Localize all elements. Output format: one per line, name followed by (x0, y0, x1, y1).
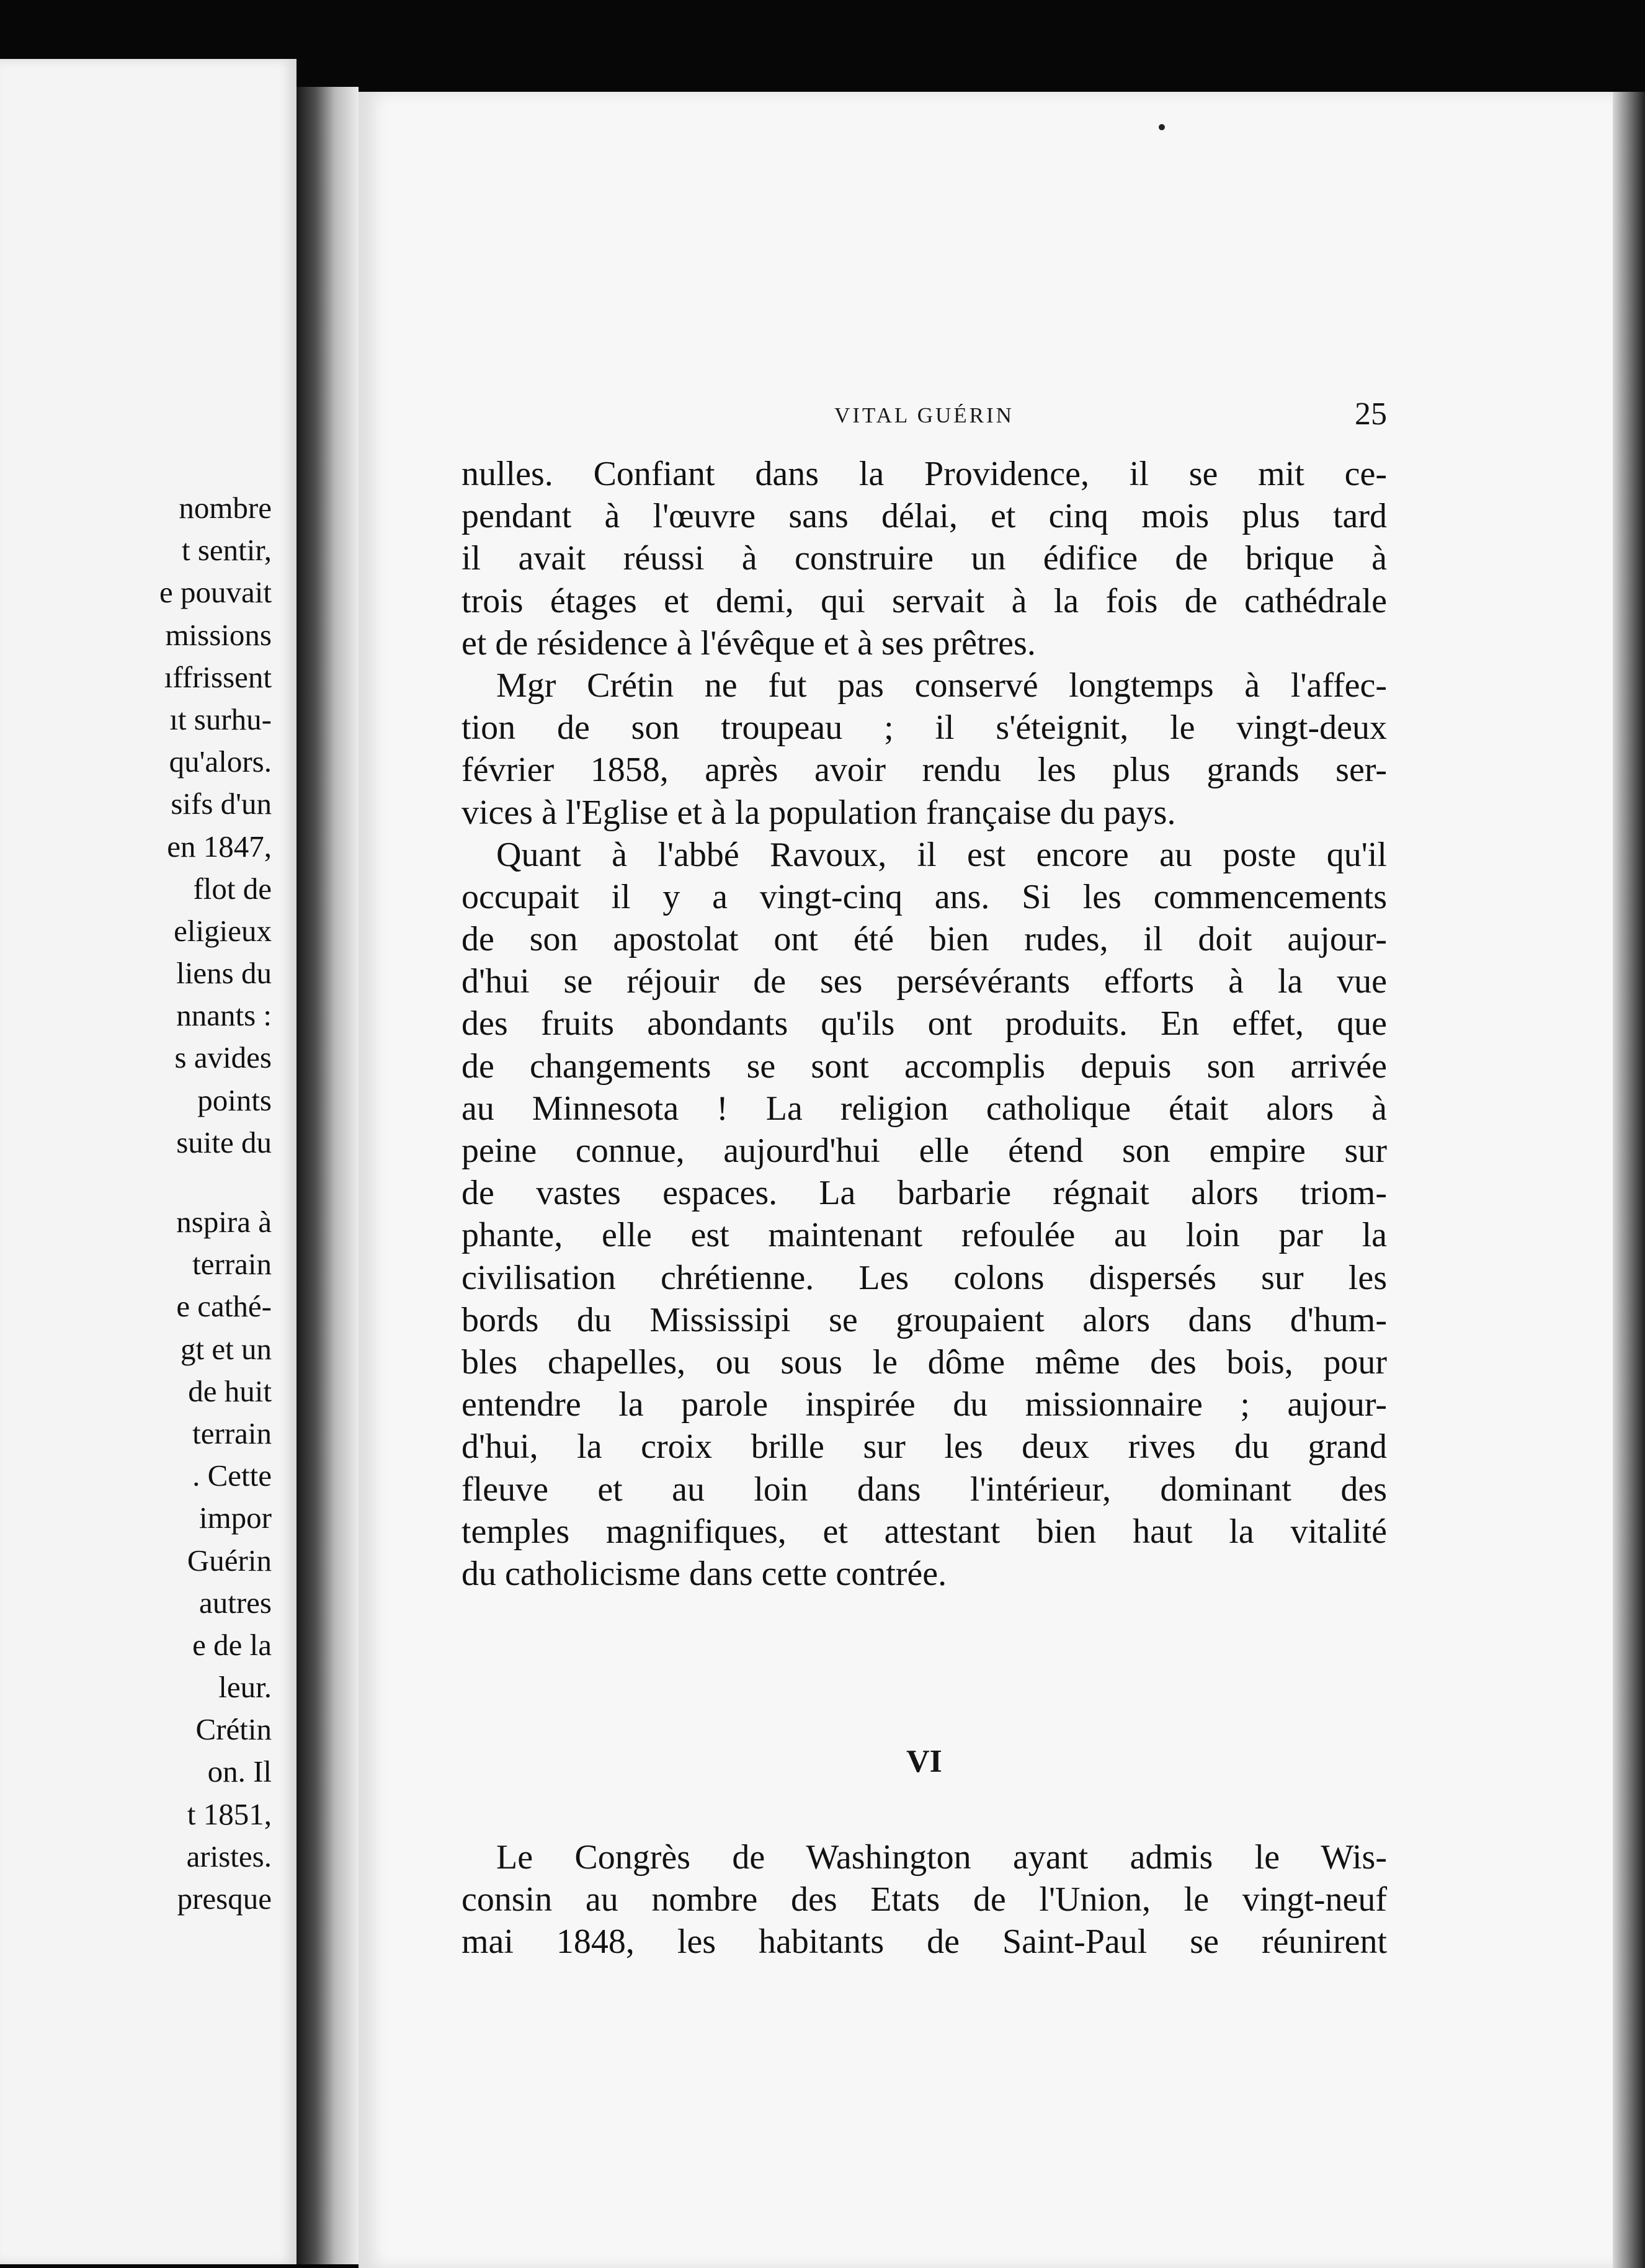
text-line: . Cette (192, 1458, 272, 1493)
text-line: t 1851, (187, 1797, 272, 1831)
text-line: du catholicisme dans cette contrée. (461, 1554, 947, 1593)
text-line: suite du (176, 1125, 272, 1159)
text-line: Crétin (195, 1712, 272, 1747)
text-line: de son apostolat ont été bien rudes, il doit aujour- (461, 920, 1387, 959)
right-page (359, 92, 1613, 2268)
text-line: il avait réussi à construire un édifice de brique à (461, 539, 1387, 578)
text-line: février 1858, après avoir rendu les plus grands ser- (461, 751, 1387, 790)
book-spine (296, 87, 359, 2264)
text-line: s avides (174, 1040, 272, 1075)
text-line: des fruits abondants qu'ils ont produits. En effet, que (461, 1004, 1387, 1043)
text-line: gt et un (181, 1331, 272, 1366)
text-line: autres (199, 1585, 272, 1620)
running-head (461, 396, 1387, 439)
text-line: tion de son troupeau ; il s'éteignit, le vingt-deux (461, 708, 1387, 748)
text-line: sifs d'un (171, 787, 272, 821)
text-line: occupait il y a vingt-cinq ans. Si les commencements (461, 877, 1387, 916)
text-line: missions (165, 617, 272, 652)
text-line: mai 1848, les habitants de Saint-Paul se réunirent (461, 1922, 1387, 1962)
text-line: phante, elle est maintenant refoulée au loin par la (461, 1216, 1387, 1255)
left-page (0, 59, 296, 2264)
paragraph-gap (0, 1164, 272, 1201)
text-line: qu'alors. (169, 744, 272, 779)
text-line: terrain (192, 1416, 272, 1450)
text-line: et de résidence à l'évêque et à ses prêtres. (461, 623, 1036, 663)
text-line: bords du Mississipi se groupaient alors dans d'hum- (461, 1300, 1387, 1339)
text-line: impor (198, 1501, 272, 1535)
text-line: aristes. (186, 1839, 272, 1873)
text-line: pendant à l'œuvre sans délai, et cinq mois plus tard (461, 497, 1387, 536)
text-line: d'hui se réjouir de ses persévérants efforts à la vue (461, 962, 1387, 1001)
text-line: nulles. Confiant dans la Providence, il se mit ce- (461, 455, 1387, 493)
text-line: en 1847, (167, 829, 272, 864)
text-line: points (197, 1083, 272, 1117)
text-line: bles chapelles, ou sous le dôme même des bois, pour (461, 1342, 1387, 1382)
text-line: nombre (179, 491, 272, 525)
text-line: Quant à l'abbé Ravoux, il est encore au poste qu'il (496, 835, 1387, 874)
text-line: peine connue, aujourd'hui elle étend son empire sur (461, 1132, 1387, 1170)
text-line: de vastes espaces. La barbarie régnait alors triom- (461, 1174, 1387, 1213)
ink-speck (1159, 124, 1165, 130)
section-text (461, 1836, 1387, 1963)
text-line: ıt surhu- (169, 702, 272, 736)
text-line: flot de (193, 871, 272, 906)
text-line: on. Il (207, 1754, 272, 1789)
text-line: temples magnifiques, et attestant bien haut la vitalité (461, 1512, 1387, 1551)
page-edge (1613, 92, 1645, 2268)
text-line: de huit (188, 1373, 272, 1408)
body-text (461, 453, 1387, 1595)
text-line: leur. (218, 1670, 272, 1705)
text-line: Guérin (187, 1543, 272, 1578)
text-line: de changements se sont accomplis depuis son arrivée (461, 1047, 1387, 1086)
text-line: consin au nombre des Etats de l'Union, le vingt-neuf (461, 1880, 1387, 1919)
text-line: Mgr Crétin ne fut pas conservé longtemps à l'affec- (496, 666, 1387, 705)
text-line: entendre la parole inspirée du missionnaire ; aujour- (461, 1385, 1387, 1424)
text-line: eligieux (174, 913, 272, 948)
text-line: e de la (192, 1627, 272, 1662)
text-line: nnants : (176, 998, 272, 1033)
left-page-text (0, 487, 272, 1920)
text-line: d'hui, la croix brille sur les deux rives du grand (461, 1427, 1387, 1467)
text-line: presque (177, 1882, 272, 1916)
text-line: ıffrissent (164, 659, 272, 694)
text-line: vices à l'Eglise et à la population française du pays. (461, 793, 1176, 832)
text-line: e cathé- (176, 1289, 272, 1324)
text-line: e pouvait (159, 575, 272, 610)
text-line: au Minnesota ! La religion catholique était alors à (461, 1089, 1387, 1128)
text-line: fleuve et au loin dans l'intérieur, dominant des (461, 1470, 1387, 1509)
text-line: trois étages et demi, qui servait à la fois de cathédrale (461, 581, 1387, 620)
section-heading: VI (906, 1744, 942, 1779)
text-line: civilisation chrétienne. Les colons dispersés sur les (461, 1258, 1387, 1297)
text-line: t sentir, (181, 533, 272, 568)
text-line: terrain (192, 1247, 272, 1282)
text-line: liens du (176, 956, 272, 991)
text-line: Le Congrès de Washington ayant admis le Wis- (496, 1838, 1387, 1877)
text-line: nspira à (176, 1205, 272, 1239)
running-title: VITAL GUÉRIN (834, 403, 1014, 427)
page-number: 25 (1355, 396, 1387, 432)
